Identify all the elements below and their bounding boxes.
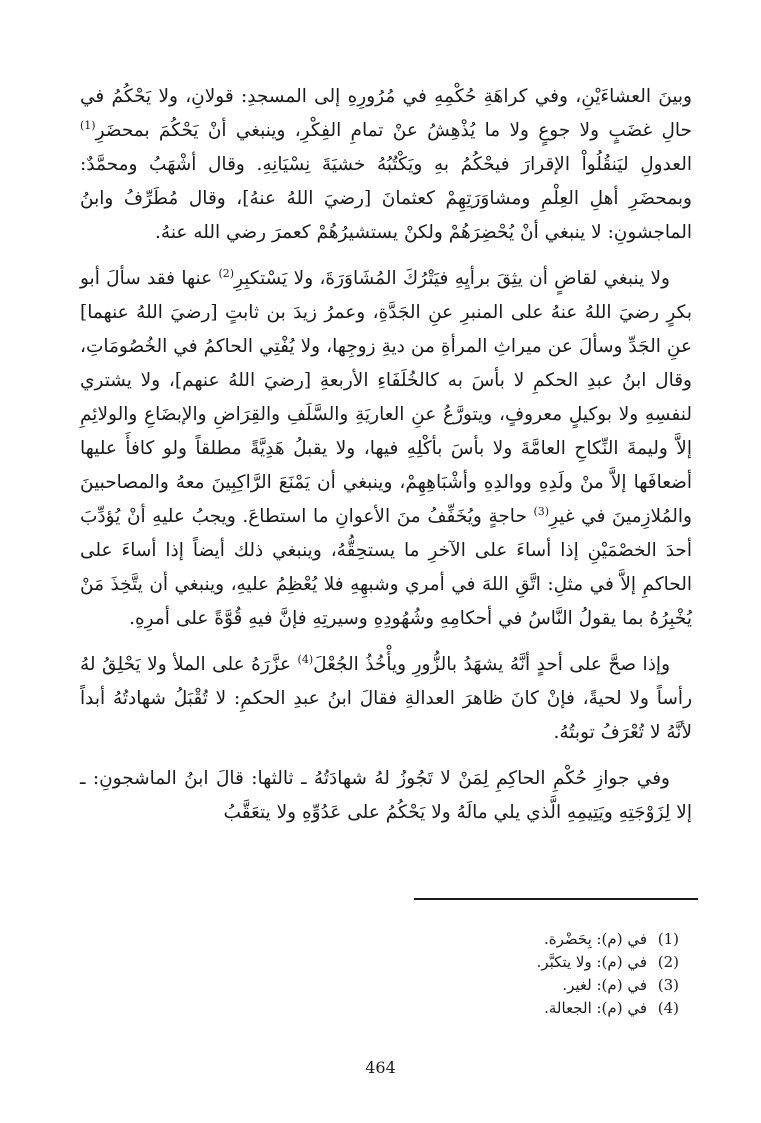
footnote-marker[interactable]: (2) — [218, 266, 235, 280]
footnote-text: في (م): لغير. — [562, 976, 647, 994]
text-run: العدولِ ليَنقُلُواْ الإقرارَ فيحْكُمُ بهِ ويَكْتُبُهُ خشيَةَ نِسْيَانِهِ. وقال أشْهَبُ ومحمَّدٌ: وبمحضَرِ أهلِ العِلْمِ ومشاوَرَتِهِمْ كعثمانَ [رضيَ اللهُ عنهُ]، وقال مُطَرِّفُ وابنُ الماجشونِ: لا ينبغي أنْ يُحْضِرَهُمْ ولكنْ يستشيرُهُمْ كعمرَ رضي الله عنهُ. — [80, 154, 692, 243]
footnote-marker[interactable]: (4) — [297, 652, 314, 666]
paragraph — [80, 648, 692, 750]
text-run: عزَّرَهُ على الملأ ولا يَحْلِقُ لهُ رأساً ولا لحيةً، فإنْ كانَ ظاهرَ العدالةِ فقالَ ابنُ عبدِ الحكمِ: لا تُقْبَلُ شهادتُهُ أبداً لأنَّهُ لا تُعْرَفُ توبتُهُ. — [80, 654, 692, 743]
text-run: حاجةٍ ويُخَفِّفُ منَ الأعوانِ ما استطاعَ. ويجبُ عليهِ أنْ يُؤدِّبَ أحدَ الخصْمَيْنِ إذا أساءَ على الآخرِ ما يستحِقُّهُ، وينبغي ذلك أيضاً إذا أساءَ على الحاكمِ إلاَّ في مثلِ: اتَّقِ اللهَ في أمري وشبهِهِ فلا يُعْظِمُ عليهِ، وينبغي أن يتَّخِذَ مَنْ يُخْبِرُهُ بما يقولُ النَّاسُ في أحكامِهِ وشُهُودِهِ وسيرتِهِ فإنَّ فيهِ قُوَّةً على أمرِهِ. — [80, 506, 692, 629]
footnote-text: في (م): ولا يتكبَّر. — [536, 953, 647, 971]
footnote-item — [379, 974, 679, 997]
main-text — [80, 80, 692, 842]
paragraph — [80, 762, 692, 830]
footnote-number: (1) — [657, 930, 679, 948]
text-run: عنها فقد سألَ أبو بكرٍ رضيَ اللهُ عنهُ على المنبرِ عنِ الجَدَّةِ، وعمرُ زيدَ بن ثابتٍ [رضيَ اللهُ عنهما] عنِ الجَدِّ وسألَ عن ميراثِ المرأةِ من ديةِ زوجِها، ولا يُفْتِي الحاكمُ في الخُصُومَاتِ، وقال ابنُ عبدِ الحكمِ لا بأسَ به كالخُلَفَاءِ الأربعةِ [رضيَ اللهُ عنهم]، ولا يشتري لنفسِهِ ولا بوكيلٍ معروفٍ، ويتورَّعُ عنِ العاريَةِ والسَّلَفِ والقِرَاضِ والإبضَاعِ والولائِمِ إلاَّ وليمةَ النِّكاحِ العامَّةَ ولا بأسَ بأكْلِهِ فيها، ولا يقبلُ هَدِيَّةً مطلقاً ولو كافأَ عليها أضعافَها إلاَّ منْ ولَدِهِ ووالدِهِ وأشْبَاهِهِمْ، وينبغي أن يَمْنَعَ الرَّاكِبِينَ معهُ والمصاحبينَ والمُلازِمينَ في غيرِ — [80, 268, 692, 527]
footnotes — [379, 928, 679, 1020]
text-run: وبينَ العشاءَيْنِ، وفي كراهَةِ حُكْمِهِ في مُرُورِهِ إلى المسجدِ: قولانِ، ولا يَحْكُمُ في حالِ غضَبٍ ولا جوعٍ ولا ما يُذْهِشُ عنْ تمامِ الفِكْرِ، وينبغي أنْ يَحْكُمَ بمحضَرِ — [80, 86, 692, 141]
footnote-marker[interactable]: (3) — [533, 504, 550, 518]
text-run: وإذا صحَّ على أحدٍ أنَّهُ يشهَدُ بالزُّورِ ويأْخُذُ الجُعْلَ — [313, 654, 671, 675]
text-run: وفي جوازِ حُكْمِ الحاكِمِ لِمَنْ لا تَجُوزُ لهُ شهادَتُهُ ـ ثالثها: قالَ ابنُ الماشجونِ: ـ إلا لِزَوْجَتِهِ ويَتِيمِهِ الَّذي يلي مالَهُ ولا يَحْكُمُ على عَدُوِّهِ ولا يتعَقَّبُ — [80, 768, 692, 823]
footnote-marker[interactable]: (1) — [80, 118, 96, 132]
footnote-text: في (م): الجعالة. — [544, 999, 647, 1017]
footnote-separator — [414, 898, 698, 900]
footnote-number: (4) — [657, 999, 679, 1017]
paragraph — [80, 80, 692, 250]
footnote-item — [379, 997, 679, 1020]
text-run: ولا ينبغي لقاضٍ أن يثِقَ برأيِهِ فيَتْرُكَ المُشَاوَرَةَ، ولا يَسْتكبِرِ — [234, 268, 670, 289]
footnote-item — [379, 928, 679, 951]
footnote-number: (3) — [657, 976, 679, 994]
footnote-text: في (م): بِحَضْرة. — [543, 930, 647, 948]
paragraph — [80, 262, 692, 636]
footnote-number: (2) — [657, 953, 679, 971]
page-number: 464 — [365, 1058, 396, 1077]
footnote-item — [379, 951, 679, 974]
